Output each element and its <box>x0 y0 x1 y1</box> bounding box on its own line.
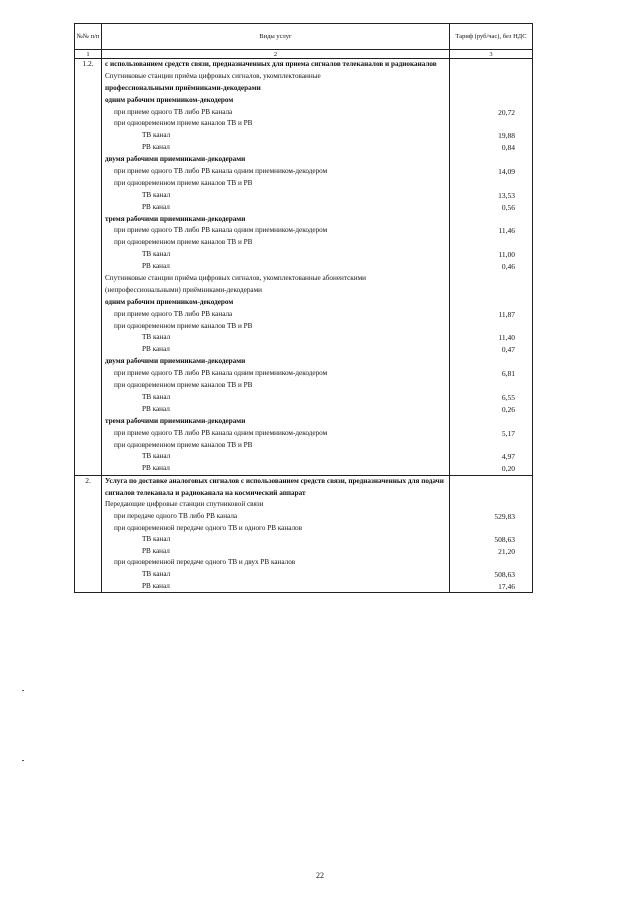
section-2-row <box>75 476 533 593</box>
tariff-table <box>74 23 533 593</box>
service-line: при приеме одного ТВ либо РВ канала одним приемником-декодером <box>114 226 328 235</box>
tariff-value: 529,83 <box>494 511 515 521</box>
tariff-value: 5,17 <box>501 428 515 438</box>
service-line: при приеме одного ТВ либо РВ канала <box>114 309 233 318</box>
tariff-value <box>450 499 532 511</box>
service-line: РВ канал <box>142 345 170 354</box>
col-index-3: 3 <box>450 50 533 59</box>
tariff-value: 17,46 <box>498 581 515 591</box>
tariff-value <box>450 178 532 190</box>
section-1-values <box>450 59 533 476</box>
service-line: РВ канал <box>142 202 170 211</box>
service-line: РВ канал <box>142 546 170 555</box>
tariff-value <box>450 59 532 71</box>
col-tariff-header: Тариф (руб/час), без НДС <box>450 24 533 50</box>
tariff-value <box>450 285 532 297</box>
tariff-value <box>450 321 532 333</box>
tariff-value <box>450 356 532 368</box>
col-index-1: 1 <box>75 50 102 59</box>
tariff-value: 0,26 <box>501 404 515 414</box>
col-index-2: 2 <box>102 50 450 59</box>
service-line: при приеме одного ТВ либо РВ канала одним приемником-декодером <box>114 428 328 437</box>
tariff-value <box>450 440 532 452</box>
service-line: ТВ канал <box>142 131 171 140</box>
tariff-value: 0,46 <box>501 262 515 272</box>
service-line: ТВ канал <box>142 333 171 342</box>
service-line: РВ канал <box>142 464 170 473</box>
tariff-value: 6,81 <box>501 369 515 379</box>
service-line: с использованием средств связи, предназначенных для приема сигналов телеканалов и радиоканалов <box>105 60 437 68</box>
tariff-value <box>450 380 532 392</box>
service-line: РВ канал <box>142 581 170 590</box>
service-line: тремя рабочими приемниками-декодерами <box>105 214 246 223</box>
tariff-value: 13,53 <box>498 190 515 200</box>
service-line: РВ канал <box>142 404 170 413</box>
service-line: при передаче одного ТВ либо РВ канала <box>114 511 238 520</box>
service-line: ТВ канал <box>142 190 171 199</box>
tariff-value: 20,72 <box>498 107 515 117</box>
section-1-number: 1.2. <box>75 59 102 476</box>
tariff-value: 4,97 <box>501 452 515 462</box>
service-line: тремя рабочими приемниками-декодерами <box>105 416 246 425</box>
tariff-value <box>450 118 532 130</box>
service-line: Услуга по доставке аналоговых сигналов с использованием средств связи, предназначенных для подачи <box>105 477 444 486</box>
service-line: Спутниковые станции приёма цифровых сигналов, укомплектованные абонентскими <box>105 274 367 283</box>
section-1-row <box>75 59 533 476</box>
col-service-header: Виды услуг <box>102 24 450 50</box>
service-line: при приеме одного ТВ либо РВ канала одним приемником-декодером <box>114 167 328 176</box>
service-line: при одновременной передаче одного ТВ и одного РВ каналов <box>114 523 303 532</box>
tariff-value <box>450 297 532 309</box>
scan-mark <box>22 760 24 761</box>
tariff-value: 11,40 <box>498 333 515 343</box>
tariff-value <box>450 416 532 428</box>
service-line: двумя рабочими приемниками-декодерами <box>105 357 246 366</box>
page-number: 22 <box>316 871 324 880</box>
tariff-value: 508,63 <box>494 569 515 579</box>
tariff-value: 6,55 <box>501 392 515 402</box>
service-line: при одновременном приеме каналов ТВ и РВ <box>114 238 253 247</box>
service-line: ТВ канал <box>142 250 171 259</box>
tariff-value: 19,88 <box>498 131 515 141</box>
section-2-values <box>450 476 533 593</box>
tariff-value: 0,20 <box>501 464 515 474</box>
tariff-value <box>450 476 532 488</box>
column-index-row <box>75 50 533 59</box>
tariff-value <box>450 237 532 249</box>
service-line: одним рабочим приемником-декодером <box>105 95 234 104</box>
service-line: Спутниковые станции приёма цифровых сигналов, укомплектованные <box>105 71 321 80</box>
service-line: ТВ канал <box>142 392 171 401</box>
service-line: при одновременном приеме каналов ТВ и РВ <box>114 119 253 128</box>
tariff-value: 11,87 <box>498 309 515 319</box>
tariff-value: 21,20 <box>498 546 515 556</box>
tariff-value: 0,47 <box>501 345 515 355</box>
section-2-descriptions <box>102 476 450 593</box>
scan-mark <box>22 690 24 691</box>
col-num-header: №№ п/п <box>75 24 102 50</box>
service-line: при одновременном приеме каналов ТВ и РВ <box>114 321 253 330</box>
tariff-value: 0,56 <box>501 202 515 212</box>
service-line: двумя рабочими приемниками-декодерами <box>105 155 246 164</box>
tariff-value <box>450 523 532 535</box>
service-line: ТВ канал <box>142 569 171 578</box>
tariff-value: 14,09 <box>498 167 515 177</box>
tariff-value: 11,00 <box>498 250 515 260</box>
service-line: одним рабочим приемником-декодером <box>105 297 234 306</box>
tariff-value <box>450 488 532 500</box>
service-line: ТВ канал <box>142 535 171 544</box>
tariff-value <box>450 273 532 285</box>
tariff-value: 508,63 <box>494 535 515 545</box>
service-line: Передающие цифровые станции спутниковой связи <box>105 500 264 509</box>
tariff-value <box>450 95 532 107</box>
tariff-value <box>450 71 532 83</box>
section-2-number: 2. <box>75 476 102 593</box>
service-line: при приеме одного ТВ либо РВ канала одним приемником-декодером <box>114 369 328 378</box>
tariff-value: 0,84 <box>501 143 515 153</box>
tariff-value <box>450 557 532 569</box>
service-line: при одновременном приеме каналов ТВ и РВ <box>114 178 253 187</box>
service-line: (непрофессиональными) приёмниками-декодерами <box>105 285 263 294</box>
tariff-value <box>450 214 532 226</box>
service-line: при одновременном приеме каналов ТВ и РВ <box>114 381 253 390</box>
service-line: сигналов телеканала и радиоканала на космический аппарат <box>105 488 306 497</box>
service-line: РВ канал <box>142 262 170 271</box>
service-line: РВ канал <box>142 143 170 152</box>
tariff-value: 11,46 <box>498 226 515 236</box>
service-line: при одновременном приеме каналов ТВ и РВ <box>114 440 253 449</box>
service-line: профессиональными приёмниками-декодерами <box>105 83 261 92</box>
table-header-row <box>75 24 533 50</box>
tariff-value <box>450 83 532 95</box>
service-line: при приеме одного ТВ либо РВ канала <box>114 107 233 116</box>
section-1-descriptions <box>102 59 450 476</box>
service-line: ТВ канал <box>142 452 171 461</box>
service-line: при одновременной передаче одного ТВ и двух РВ каналов <box>114 558 296 567</box>
tariff-value <box>450 154 532 166</box>
